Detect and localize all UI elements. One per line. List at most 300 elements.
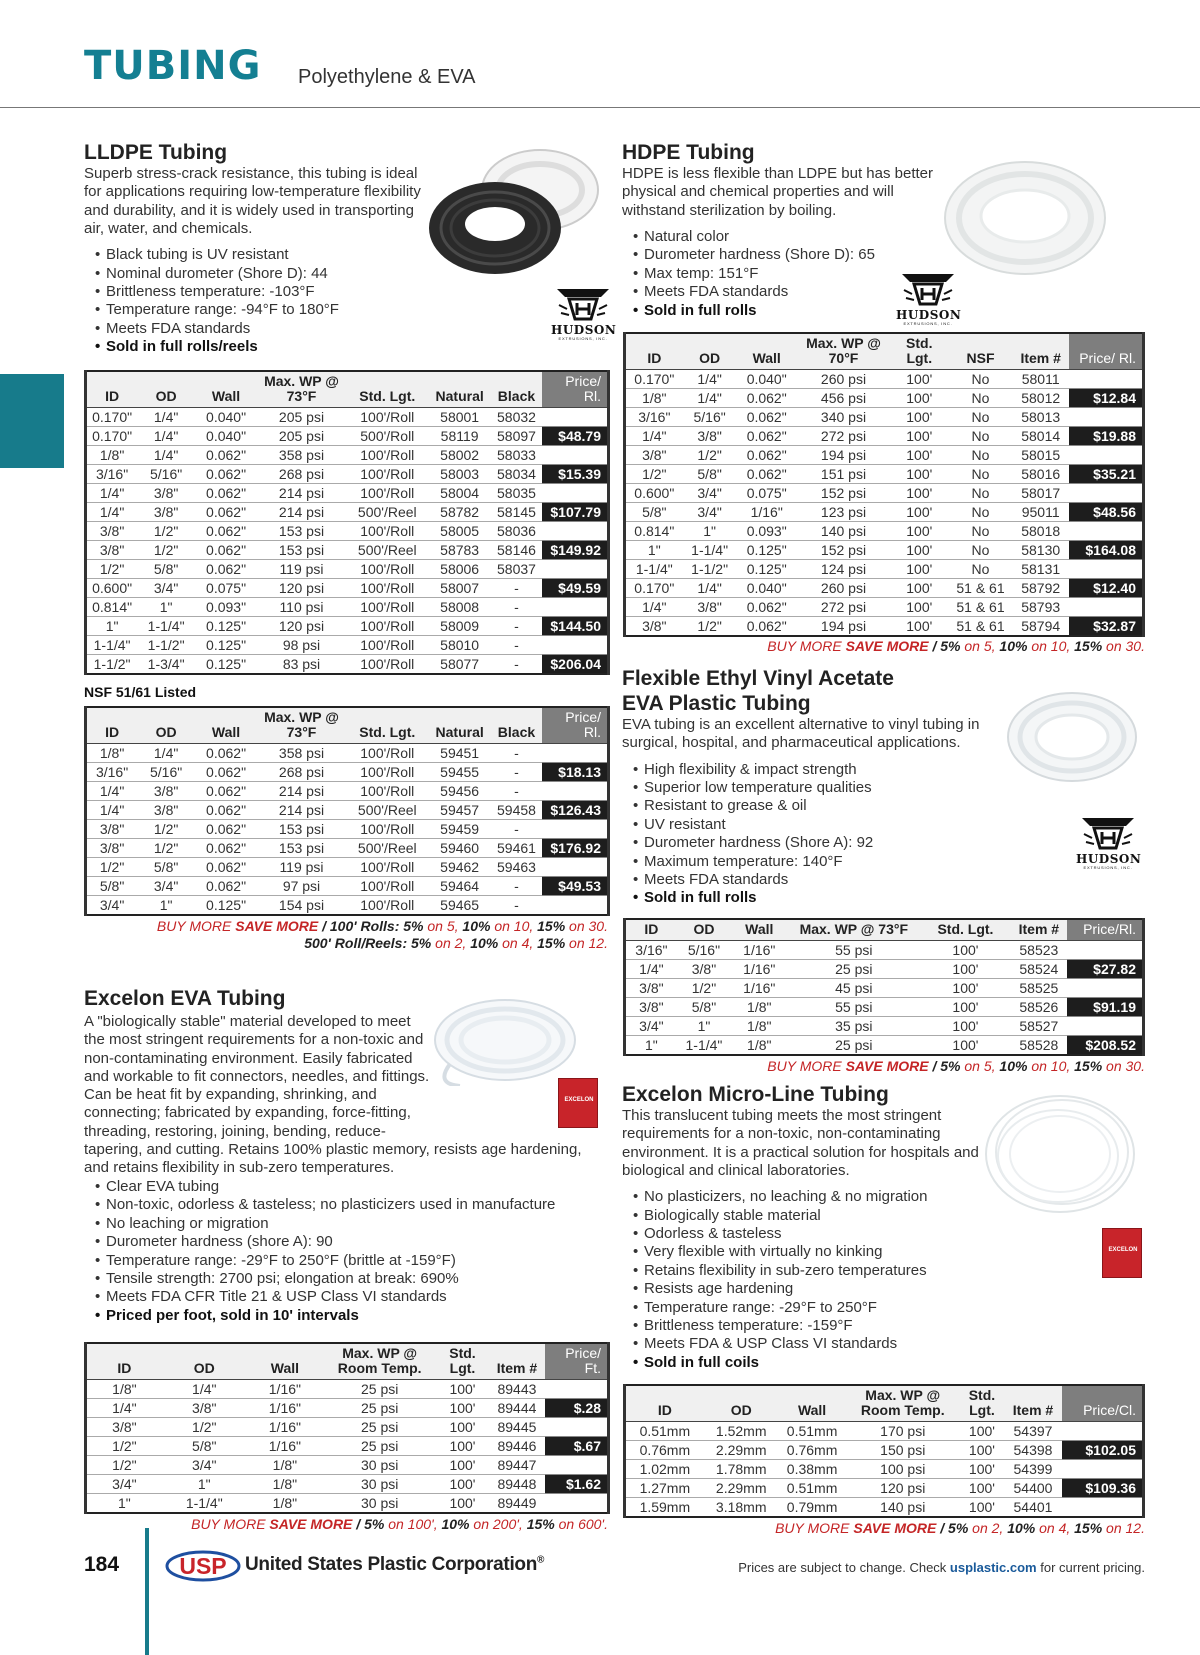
- lldpe-table: [84, 370, 610, 675]
- table-cell: 0.062": [195, 446, 257, 465]
- price-cell: $49.53: [542, 877, 608, 896]
- table-cell: No: [948, 446, 1012, 465]
- table-cell: 3/8": [683, 427, 737, 446]
- table-cell: 1/8": [731, 998, 787, 1017]
- table-row: [86, 858, 609, 877]
- table-cell: 58524: [1011, 960, 1067, 979]
- table-cell: 1/16": [731, 941, 787, 960]
- price-cell: $91.19: [1067, 998, 1143, 1017]
- table-cell: 100': [436, 1380, 488, 1399]
- col-max-wp: Max. WP @ 70°F: [797, 333, 890, 370]
- hudson-name: HUDSON: [1076, 852, 1142, 866]
- eva-buy-more-note: [623, 1058, 1145, 1075]
- table-cell: 100': [890, 617, 948, 637]
- hudson-subname: EXTRUSIONS, INC.: [1083, 865, 1133, 870]
- table-cell: 3/16": [86, 763, 138, 782]
- table-cell: 3.18mm: [704, 1498, 779, 1518]
- table-cell: 3/8": [86, 522, 138, 541]
- bullet: • Sold in full rolls: [622, 302, 942, 320]
- table-cell: 3/8": [625, 979, 677, 998]
- table-cell: 0.062": [195, 820, 257, 839]
- table-cell: 500'/Reel: [346, 503, 429, 522]
- table-cell: 100': [890, 541, 948, 560]
- table-cell: 58017: [1013, 484, 1069, 503]
- table-cell: 1/8": [625, 389, 683, 408]
- table-row: [86, 579, 609, 598]
- table-cell: 0.51mm: [779, 1422, 846, 1441]
- table-row: [625, 503, 1144, 522]
- eva-bullets: [622, 761, 1012, 908]
- excelon-eva-table: [84, 1342, 610, 1514]
- microline-coil-image: [980, 1088, 1140, 1218]
- table-row: [625, 465, 1144, 484]
- bullet: • Meets FDA & USP Class VI standards: [622, 1335, 982, 1353]
- table-row: [625, 998, 1144, 1017]
- bullet: • Very flexible with virtually no kinking: [622, 1243, 982, 1261]
- col-std-lgt: Std. Lgt.: [436, 1343, 488, 1380]
- price-cell: $51.39: [1069, 484, 1144, 503]
- table-cell: 100'/Roll: [346, 763, 429, 782]
- table-row: [86, 1380, 609, 1399]
- table-cell: No: [948, 389, 1012, 408]
- table-cell: 58007: [429, 579, 491, 598]
- col-item: Item #: [1011, 919, 1067, 941]
- table-cell: 0.062": [737, 389, 797, 408]
- table-cell: 97 psi: [257, 877, 346, 896]
- table-cell: 58004: [429, 484, 491, 503]
- note-tier: 15%: [537, 935, 566, 951]
- bullet: • Priced per foot, sold in 10' intervals: [84, 1307, 604, 1325]
- table-cell: -: [491, 579, 543, 598]
- table-cell: 3/16": [625, 408, 683, 427]
- table-cell: 58793: [1013, 598, 1069, 617]
- table-row: [86, 1456, 609, 1475]
- price-cell: $144.50: [542, 617, 608, 636]
- table-cell: 1/4": [683, 370, 737, 389]
- table-cell: 0.062": [737, 446, 797, 465]
- table-row: [86, 465, 609, 484]
- table-header-row: [86, 707, 609, 744]
- col-wall: Wall: [195, 707, 257, 744]
- table-cell: 1/8": [86, 1380, 162, 1399]
- table-cell: 1-1/4": [137, 617, 195, 636]
- table-cell: 268 psi: [257, 465, 346, 484]
- table-cell: No: [948, 522, 1012, 541]
- table-cell: 1-1/4": [677, 1036, 731, 1056]
- table-cell: 35 psi: [787, 1017, 920, 1036]
- note-text: on 2,: [968, 1520, 1008, 1536]
- note-text: on 12.: [1102, 1520, 1145, 1536]
- table-cell: 100': [436, 1399, 488, 1418]
- table-cell: 89449: [489, 1494, 546, 1514]
- col-wall: Wall: [731, 919, 787, 941]
- table-cell: 0.062": [737, 408, 797, 427]
- excelon-eva-bullets: [84, 1178, 604, 1325]
- table-cell: 1/16": [247, 1380, 323, 1399]
- table-cell: 58131: [1013, 560, 1069, 579]
- table-cell: 1/4": [86, 782, 138, 801]
- table-row: [86, 617, 609, 636]
- price-cell: $27.46: [1069, 446, 1144, 465]
- col-od: OD: [683, 333, 737, 370]
- table-cell: 100': [436, 1494, 488, 1514]
- col-max-wp: Max. WP @ Room Temp.: [323, 1343, 436, 1380]
- table-cell: 358 psi: [257, 744, 346, 763]
- table-cell: 100'/Roll: [346, 820, 429, 839]
- table-cell: 0.125": [195, 655, 257, 675]
- eva-table-body: [625, 941, 1144, 1056]
- price-cell: $.67: [545, 1437, 608, 1456]
- price-cell: $163.93: [1067, 1017, 1143, 1036]
- table-cell: 3/16": [625, 941, 677, 960]
- table-cell: 100': [436, 1456, 488, 1475]
- table-row: [625, 1498, 1144, 1518]
- price-cell: $11.61: [542, 446, 608, 465]
- bullet: • Temperature range: -29°F to 250°F (brittle at -159°F): [84, 1252, 604, 1270]
- note-text: BUY MORE: [767, 638, 846, 654]
- table-cell: 58119: [429, 427, 491, 446]
- table-cell: 1/8": [247, 1475, 323, 1494]
- table-cell: 89445: [489, 1418, 546, 1437]
- table-cell: 0.062": [195, 763, 257, 782]
- table-cell: 1-1/4": [162, 1494, 247, 1514]
- bullet: • Durometer hardness (shore A): 90: [84, 1233, 604, 1251]
- hdpe-tubing-coil-image: [940, 156, 1110, 286]
- table-cell: 58037: [491, 560, 543, 579]
- table-cell: 5/16": [137, 465, 195, 484]
- table-cell: 54401: [1004, 1498, 1062, 1518]
- table-cell: 0.062": [195, 744, 257, 763]
- bullet: • Black tubing is UV resistant: [84, 246, 424, 264]
- price-cell: $27.82: [1067, 960, 1143, 979]
- price-cell: $206.04: [542, 655, 608, 675]
- table-cell: 1/8": [247, 1456, 323, 1475]
- disclaimer-text: Prices are subject to change. Check: [738, 1560, 950, 1575]
- table-cell: No: [948, 541, 1012, 560]
- hudson-name: HUDSON: [551, 323, 617, 337]
- table-cell: 1/2": [625, 465, 683, 484]
- price-cell: $1.62: [545, 1475, 608, 1494]
- table-cell: 59458: [491, 801, 543, 820]
- table-cell: 100': [890, 427, 948, 446]
- table-cell: 1/4": [625, 427, 683, 446]
- bullet: • Durometer hardness (Shore A): 92: [622, 834, 1012, 852]
- table-cell: 0.062": [737, 465, 797, 484]
- table-row: [86, 896, 609, 916]
- table-cell: 1": [625, 1036, 677, 1056]
- price-cell: $32.87: [1069, 617, 1144, 637]
- table-cell: 153 psi: [257, 839, 346, 858]
- table-row: [625, 446, 1144, 465]
- table-cell: 110 psi: [257, 598, 346, 617]
- table-cell: 58523: [1011, 941, 1067, 960]
- microline-bullets: [622, 1188, 982, 1372]
- table-cell: -: [491, 655, 543, 675]
- note-text: BUY MORE: [156, 918, 236, 934]
- table-cell: 0.814": [86, 598, 138, 617]
- table-cell: 58005: [429, 522, 491, 541]
- table-cell: 51 & 61: [948, 579, 1012, 598]
- table-cell: 100': [436, 1475, 488, 1494]
- bullet: • Temperature range: -29°F to 250°F: [622, 1299, 982, 1317]
- note-sep: /: [928, 1058, 941, 1074]
- col-wall: Wall: [247, 1343, 323, 1380]
- table-header-row: [625, 1385, 1144, 1422]
- table-cell: 100'/Roll: [346, 617, 429, 636]
- table-cell: 98 psi: [257, 636, 346, 655]
- table-cell: 100': [890, 389, 948, 408]
- table-cell: 1/16": [247, 1437, 323, 1456]
- table-row: [86, 1475, 609, 1494]
- page-header: [0, 0, 1200, 108]
- microline-buy-more-note: [623, 1520, 1145, 1537]
- table-cell: 1.02mm: [625, 1460, 704, 1479]
- registered-mark: ®: [537, 1554, 545, 1566]
- table-cell: 0.170": [86, 408, 138, 427]
- hudson-subname: EXTRUSIONS, INC.: [903, 321, 953, 326]
- table-cell: 59456: [429, 782, 491, 801]
- bullet: • Superior low temperature qualities: [622, 779, 1012, 797]
- col-price: Price/ Rl.: [542, 707, 608, 744]
- table-cell: 1/4": [683, 579, 737, 598]
- hudson-emblem-icon: [896, 270, 960, 308]
- table-cell: 5/8": [625, 503, 683, 522]
- table-cell: 58527: [1011, 1017, 1067, 1036]
- table-cell: 58018: [1013, 522, 1069, 541]
- price-cell: $19.88: [1069, 427, 1144, 446]
- price-cell: $164.08: [1069, 541, 1144, 560]
- table-cell: 3/8": [677, 960, 731, 979]
- table-cell: 59455: [429, 763, 491, 782]
- table-cell: 272 psi: [797, 598, 890, 617]
- table-cell: 1/8": [86, 446, 138, 465]
- col-item: Item #: [1013, 333, 1069, 370]
- table-cell: 5/16": [137, 763, 195, 782]
- note-tier: 15%: [1074, 638, 1103, 654]
- table-cell: 54398: [1004, 1441, 1062, 1460]
- note-text: BUY MORE: [767, 1058, 846, 1074]
- table-cell: 100': [890, 560, 948, 579]
- table-cell: 100': [960, 1498, 1004, 1518]
- table-row: [86, 1399, 609, 1418]
- table-cell: 58016: [1013, 465, 1069, 484]
- price-cell: $48.56: [1069, 503, 1144, 522]
- table-row: [625, 541, 1144, 560]
- bullet: • Sold in full rolls: [622, 889, 1012, 907]
- table-cell: 58145: [491, 503, 543, 522]
- col-black: Black: [491, 707, 543, 744]
- table-cell: 1/2": [86, 858, 138, 877]
- bullet: • Meets FDA standards: [622, 871, 1012, 889]
- table-row: [625, 1017, 1144, 1036]
- bullet: • Clear EVA tubing: [84, 1178, 604, 1196]
- table-cell: 100': [890, 598, 948, 617]
- table-cell: No: [948, 465, 1012, 484]
- table-cell: 0.093": [195, 598, 257, 617]
- table-cell: 214 psi: [257, 503, 346, 522]
- table-cell: 3/8": [86, 839, 138, 858]
- table-cell: 120 psi: [257, 617, 346, 636]
- table-cell: 3/8": [86, 1418, 162, 1437]
- table-cell: 153 psi: [257, 541, 346, 560]
- table-row: [625, 1479, 1144, 1498]
- table-cell: 100'/Roll: [346, 858, 429, 877]
- eva-title-line2: EVA Plastic Tubing: [622, 692, 811, 715]
- excelon-logo-text: EXCELON: [1108, 1247, 1138, 1253]
- col-natural: Natural: [429, 707, 491, 744]
- note-tier: 10%: [999, 1058, 1028, 1074]
- table-row: [86, 484, 609, 503]
- price-cell: $27.07: [542, 522, 608, 541]
- table-cell: 5/8": [137, 858, 195, 877]
- note-text: BUY MORE: [191, 1516, 270, 1532]
- table-cell: -: [491, 763, 543, 782]
- table-cell: 58528: [1011, 1036, 1067, 1056]
- note-tier: 10%: [1007, 1520, 1036, 1536]
- note-tier: 5%: [948, 1520, 969, 1536]
- table-cell: 100'/Roll: [346, 896, 429, 916]
- table-cell: 58012: [1013, 389, 1069, 408]
- note-tier: 5%: [364, 1516, 385, 1532]
- table-cell: 1/2": [162, 1418, 247, 1437]
- table-cell: 3/4": [137, 877, 195, 896]
- price-cell: $102.05: [1062, 1441, 1143, 1460]
- table-row: [625, 979, 1144, 998]
- table-cell: 0.170": [625, 579, 683, 598]
- table-cell: 58035: [491, 484, 543, 503]
- table-row: [625, 408, 1144, 427]
- price-cell: $109.36: [1062, 1479, 1143, 1498]
- excelon-eva-description: A "biologically stable" material developed to meet the most stringent requirements for a non-toxic and non-contaminating environment. Easily fabricated and workable to fit connectors, needles, and fittings. Can be heat fit by expanding, shrinking, and connecting; fabricated by expanding, force-fitting, threading, restoring, joining, bending, reduce-tapering, and cutting. Retains 100% plastic memory, resists age hardening, and retains flexibility in sub-zero temperatures.: [84, 1013, 582, 1177]
- company-name: [245, 1554, 544, 1576]
- eva-section: [622, 666, 1012, 908]
- table-cell: 100': [920, 1036, 1011, 1056]
- microline-table-body: [625, 1422, 1144, 1518]
- bullet: • Meets FDA CFR Title 21 & USP Class VI standards: [84, 1288, 604, 1306]
- table-cell: 100'/Roll: [346, 484, 429, 503]
- col-price: Price/ Ft.: [545, 1343, 608, 1380]
- table-cell: 456 psi: [797, 389, 890, 408]
- note-text: on 2,: [431, 935, 471, 951]
- price-cell: $88.81: [542, 598, 608, 617]
- table-cell: 272 psi: [797, 427, 890, 446]
- table-cell: 95011: [1013, 503, 1069, 522]
- price-disclaimer: [640, 1560, 1145, 1575]
- col-max-wp: Max. WP @ 73°F: [257, 371, 346, 408]
- lldpe-title: LLDPE Tubing: [84, 141, 228, 164]
- col-natural: Natural: [429, 371, 491, 408]
- table-cell: 1/4": [137, 446, 195, 465]
- table-row: [625, 579, 1144, 598]
- table-cell: 3/16": [86, 465, 138, 484]
- table-cell: 89447: [489, 1456, 546, 1475]
- bullet: • Sold in full rolls/reels: [84, 338, 424, 356]
- microline-description: This translucent tubing meets the most stringent requirements for a non-toxic, non-contaminating environment. It is a practical solution for hospitals and biological and clinical laboratories.: [622, 1107, 979, 1179]
- table-cell: 100': [920, 998, 1011, 1017]
- table-cell: 3/8": [86, 541, 138, 560]
- price-cell: $15.39: [542, 465, 608, 484]
- table-cell: -: [491, 782, 543, 801]
- table-cell: 59451: [429, 744, 491, 763]
- table-cell: 260 psi: [797, 579, 890, 598]
- table-cell: 0.040": [737, 370, 797, 389]
- col-price: Price/ Rl.: [542, 371, 608, 408]
- table-cell: 5/8": [162, 1437, 247, 1456]
- table-row: [86, 1494, 609, 1514]
- table-row: [86, 522, 609, 541]
- table-cell: 3/8": [137, 503, 195, 522]
- price-cell: $90.56: [1069, 522, 1144, 541]
- table-row: [86, 655, 609, 675]
- microline-title: Excelon Micro-Line Tubing: [622, 1083, 889, 1106]
- table-cell: 58003: [429, 465, 491, 484]
- bullet: • Max temp: 151°F: [622, 265, 942, 283]
- table-cell: 58001: [429, 408, 491, 427]
- table-cell: 1/4": [86, 801, 138, 820]
- price-cell: $12.40: [1069, 579, 1144, 598]
- table-row: [86, 598, 609, 617]
- table-cell: 260 psi: [797, 370, 890, 389]
- price-cell: $176.92: [542, 839, 608, 858]
- table-cell: 205 psi: [257, 408, 346, 427]
- note-tier: 100' Rolls: 5%: [329, 918, 424, 934]
- excelon-logo: [558, 1078, 598, 1128]
- price-cell: $23.87: [1069, 598, 1144, 617]
- note-tier: 15%: [1074, 1058, 1103, 1074]
- table-row: [625, 522, 1144, 541]
- table-cell: 154 psi: [257, 896, 346, 916]
- table-cell: 150 psi: [845, 1441, 960, 1460]
- table-cell: 1/16": [247, 1399, 323, 1418]
- table-cell: 500'/Reel: [346, 839, 429, 858]
- table-cell: 100'/Roll: [346, 465, 429, 484]
- price-cell: $19.44: [542, 484, 608, 503]
- price-cell: $208.52: [1067, 1036, 1143, 1056]
- table-cell: No: [948, 370, 1012, 389]
- table-cell: 100': [436, 1437, 488, 1456]
- table-cell: 100'/Roll: [346, 782, 429, 801]
- table-cell: 140 psi: [845, 1498, 960, 1518]
- table-header-row: [86, 371, 609, 408]
- table-cell: 1/2": [137, 522, 195, 541]
- table-cell: 0.170": [625, 370, 683, 389]
- table-cell: 59464: [429, 877, 491, 896]
- table-cell: 59460: [429, 839, 491, 858]
- table-row: [625, 560, 1144, 579]
- table-cell: 55 psi: [787, 998, 920, 1017]
- table-cell: 1.52mm: [704, 1422, 779, 1441]
- microline-section: [622, 1082, 982, 1372]
- col-od: OD: [704, 1385, 779, 1422]
- table-cell: 25 psi: [323, 1380, 436, 1399]
- usplastic-link[interactable]: usplastic.com: [949, 1560, 1037, 1575]
- table-cell: 58077: [429, 655, 491, 675]
- table-cell: 3/8": [625, 617, 683, 637]
- note-text: on 30.: [565, 918, 608, 934]
- col-std-lgt: Std. Lgt.: [920, 919, 1011, 941]
- table-cell: 89444: [489, 1399, 546, 1418]
- note-text: on 100',: [384, 1516, 442, 1532]
- table-cell: 0.062": [195, 541, 257, 560]
- price-cell: $9.62: [542, 408, 608, 427]
- col-price: Price/Cl.: [1062, 1385, 1143, 1422]
- page-number: 184: [84, 1553, 120, 1576]
- table-cell: 25 psi: [787, 1036, 920, 1056]
- table-cell: 153 psi: [257, 820, 346, 839]
- table-cell: 0.062": [195, 465, 257, 484]
- hudson-logo: [551, 285, 615, 341]
- table-cell: 100': [890, 408, 948, 427]
